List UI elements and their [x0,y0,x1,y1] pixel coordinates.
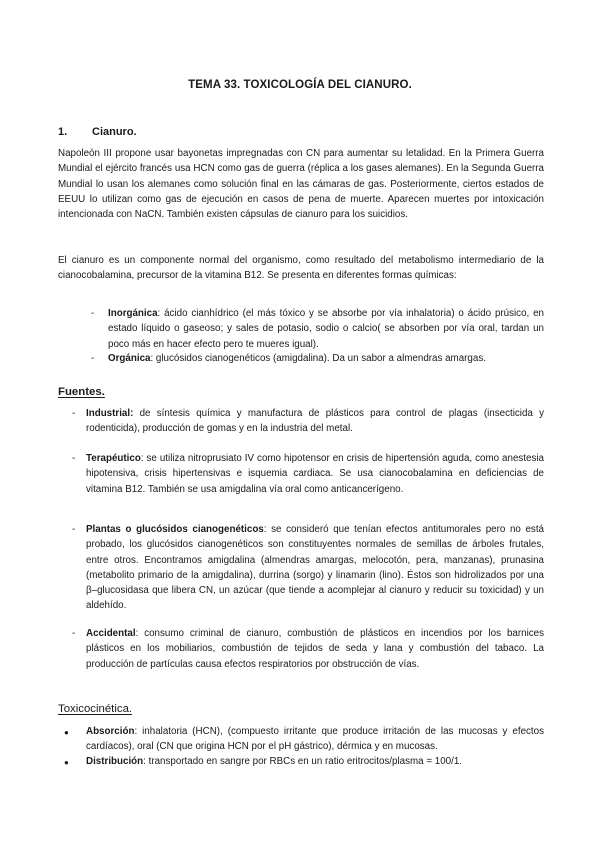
list-item-absorcion: Absorción: inhalatoria (HCN), (compuesto irritante que produce irritación de las mucosas y efectos cardíacos), oral (CN que origina HCN por el pH gástrico), dérmica y en mucosas. [86,726,544,753]
section-heading-fuentes: Fuentes. [58,386,105,398]
list-item-distribucion: Distribución: transportado en sangre por RBCs en un ratio eritrocitos/plasma = 100/1. [86,756,462,767]
paragraph-intro-forms: El cianuro es un componente normal del organismo, como resultado del metabolismo intermediario de la cianocobalamina, precursor de la vitamina B12. Se presenta en diferentes formas químicas: [58,255,544,282]
section-number: 1. [58,126,68,138]
term: Absorción [86,726,135,737]
bullet-icon: ● [64,728,69,737]
list-item-accidental: Accidental: consumo criminal de cianuro, combustión de plásticos en incendios por los barnices plásticos en los mobiliarios, combustión de tejidos de seda y lana y combustión del tabaco. La producción de partículas causa efectos respiratorios por obstrucción de vías. [86,628,544,670]
section-heading-cianuro [58,126,137,138]
term: Industrial: [86,408,134,419]
list-item-organica: Orgánica: glucósidos cianogenéticos (amigdalina). Da un sabor a almendras amargas. [108,353,486,364]
list-marker: - [72,453,76,464]
list-marker: - [72,408,76,419]
list-marker: - [91,308,95,319]
term: Orgánica [108,353,151,364]
section-heading-toxicocinetica: Toxicocinética. [58,703,133,715]
list-item-plantas: Plantas o glucósidos cianogenéticos: se consideró que tenían efectos antitumorales pero no está probado, los glucósidos cianogenéticos son constituyentes normales de semillas de árboles frutales, entre otros. Encontramos amigdalina (almendras amargas, melocotón, pera, manzanas), prunasina (metabolito primario de la amigdalina), durrina (sorgo) y linamarin (lino). Éstos son hidrolizados por una β–glucosidasa que libera CN, un azúcar (que tiende a acomplejar al cianuro y reducir su toxicidad) y un aldehído. [86,524,544,612]
list-marker: - [91,353,95,364]
term: Distribución [86,756,144,767]
page-title: TEMA 33. TOXICOLOGÍA DEL CIANURO. [188,79,412,91]
list-marker: - [72,524,76,535]
term: Accidental [86,628,136,639]
paragraph-history: Napoleón III propone usar bayonetas impregnadas con CN para aumentar su letalidad. En la Primera Guerra Mundial el ejército francés usa HCN como gas de guerra (réplica a los gases alemanes). En la Segunda Guerra Mundial lo usan los alemanes como solución final en las cámaras de gas. Posteriormente, ciertos estados de EEUU lo utilizan como gas de ejecución en casos de pena de muerte. Aparecen muertes por intoxicación intencionada con NaCN. También existen cápsulas de cianuro para los suicidios. [58,148,544,221]
term: Inorgánica [108,308,158,319]
term: Terapéutico [86,453,141,464]
list-item-inorganica: Inorgánica: ácido cianhídrico (el más tóxico y se absorbe por vía inhalatoria) o ácido prúsico, en estado líquido o gaseoso; y sales de potasio, sodio o calcio( se absorben por vía oral, tardan un poco más en hacer efecto pero te mueres igual). [108,308,544,350]
section-heading-text: Cianuro. [92,126,137,138]
term: Plantas o glucósidos cianogenéticos [86,524,264,535]
list-marker: - [72,628,76,639]
list-item-terapeutico: Terapéutico: se utiliza nitroprusiato IV como hipotensor en crisis de hipertensión aguda, como anestesia hipotensiva, crisis hipertensivas e isquemia cardiaca. Se usa cianocobalamina en deficiencias de vitamina B12. También se usa amigdalina vía oral como anticancerígeno. [86,453,544,495]
bullet-icon: ● [64,758,69,767]
list-item-industrial: Industrial: de síntesis química y manufactura de plásticos para control de plagas (insecticida y rodenticida), producción de gomas y en la industria del metal. [86,408,544,435]
